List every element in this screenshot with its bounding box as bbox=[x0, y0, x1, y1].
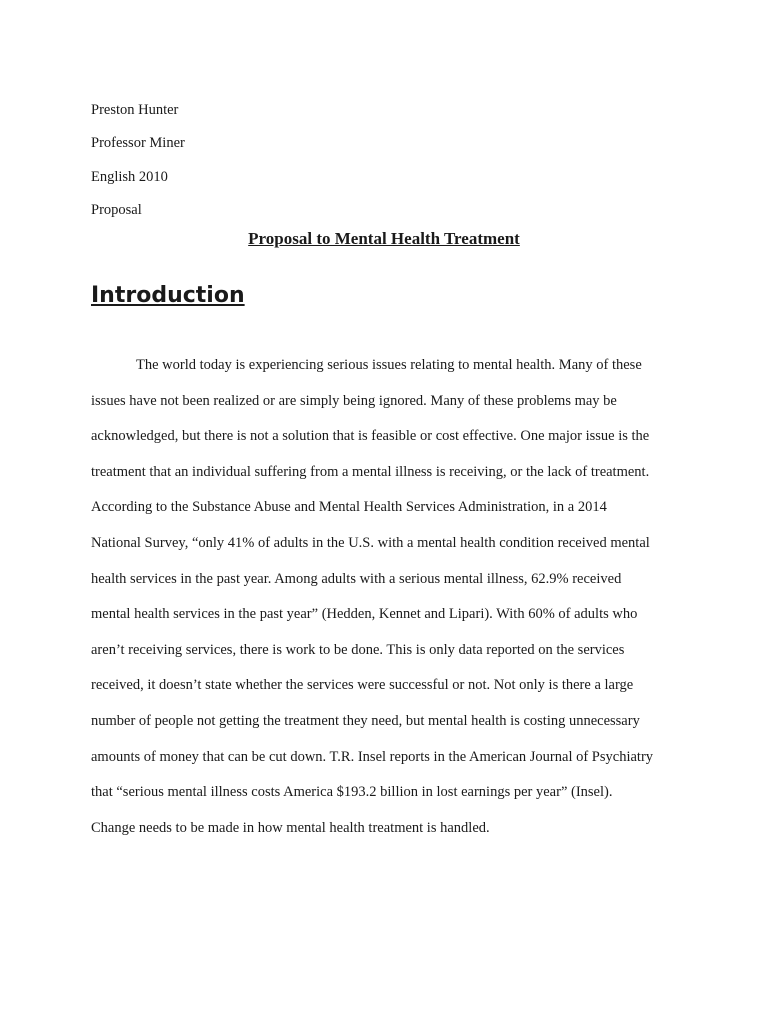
paragraph-line: The world today is experiencing serious issues relating to mental health. Many of these bbox=[136, 357, 642, 373]
assignment-type: Proposal bbox=[91, 201, 142, 218]
paragraph-line: aren’t receiving services, there is work to be done. This is only data reported on the services bbox=[91, 641, 625, 658]
paragraph-line: acknowledged, but there is not a solution that is feasible or cost effective. One major issue is the bbox=[91, 428, 650, 445]
paragraph-line: Change needs to be made in how mental health treatment is handled. bbox=[91, 819, 490, 836]
section-heading: Introduction bbox=[91, 283, 245, 308]
document-header bbox=[91, 94, 185, 227]
paragraph-line: mental health services in the past year” (Hedden, Kennet and Lipari). With 60% of adults who bbox=[91, 606, 638, 623]
course-name: English 2010 bbox=[91, 168, 168, 185]
author-name: Preston Hunter bbox=[91, 102, 179, 118]
paragraph-line: received, it doesn’t state whether the services were successful or not. Not only is there a large bbox=[91, 677, 634, 694]
paragraph-line: issues have not been realized or are simply being ignored. Many of these problems may be bbox=[91, 392, 617, 409]
paragraph-line: According to the Substance Abuse and Mental Health Services Administration, in a 2014 bbox=[91, 499, 607, 516]
paragraph-line: treatment that an individual suffering from a mental illness is receiving, or the lack of treatment. bbox=[91, 463, 650, 480]
paragraph-line: health services in the past year. Among adults with a serious mental illness, 62.9% received bbox=[91, 570, 622, 587]
paragraph-line: National Survey, “only 41% of adults in the U.S. with a mental health condition received mental bbox=[91, 534, 650, 551]
professor-name: Professor Miner bbox=[91, 135, 185, 152]
paragraph-line: amounts of money that can be cut down. T.R. Insel reports in the American Journal of Psychiatry bbox=[91, 748, 654, 765]
paragraph-line: number of people not getting the treatment they need, but mental health is costing unnecessary bbox=[91, 712, 640, 729]
document-title: Proposal to Mental Health Treatment bbox=[248, 229, 520, 248]
introduction-paragraph bbox=[91, 348, 681, 846]
paragraph-line: that “serious mental illness costs America $193.2 billion in lost earnings per year” (Insel). bbox=[91, 784, 613, 801]
